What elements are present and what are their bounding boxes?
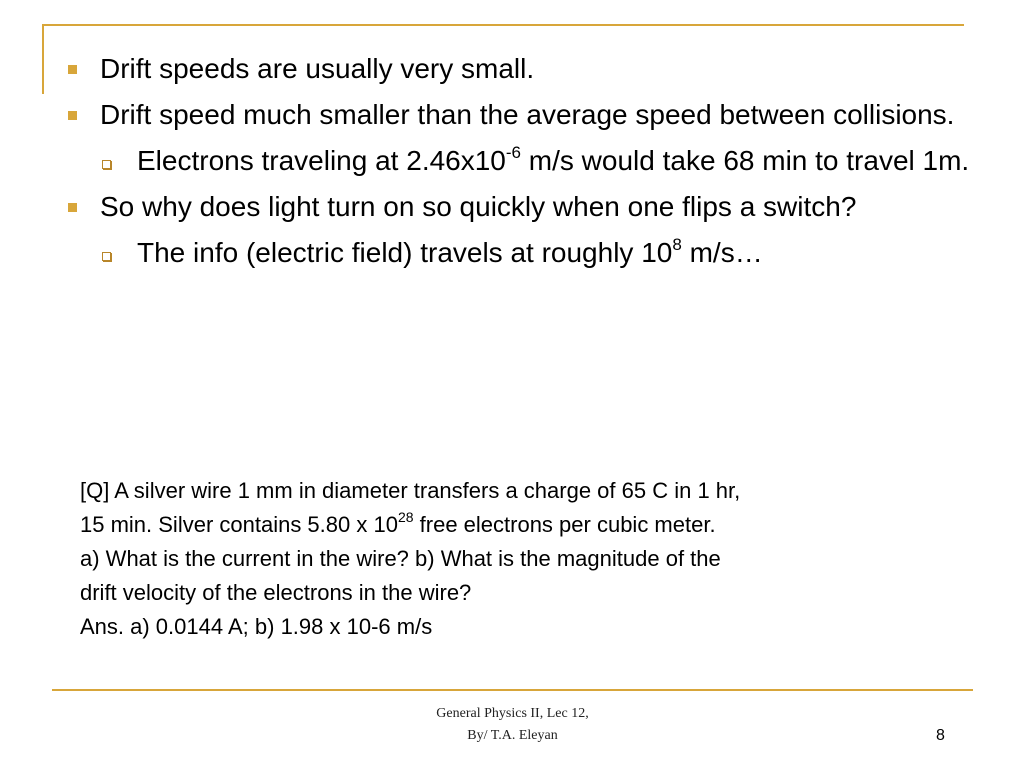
square-bullet-icon	[68, 203, 77, 212]
exponent: -6	[505, 142, 522, 162]
footer-divider-line	[52, 689, 973, 691]
problem-statement	[80, 474, 950, 644]
problem-line: [Q] A silver wire 1 mm in diameter transfers a charge of 65 C in 1 hr,	[80, 478, 741, 503]
bullet-text: Drift speeds are usually very small.	[100, 53, 535, 84]
bullet-text: So why does light turn on so quickly when one flips a switch?	[100, 191, 857, 222]
box-bullet-icon	[102, 160, 111, 169]
bullet-drift-speeds-small	[60, 49, 970, 89]
footer-author-label: By/ T.A. Eleyan	[467, 728, 558, 743]
sub-bullet-text-start: Electrons traveling at 2.46x10	[137, 145, 506, 176]
bullet-light-switch-question	[60, 187, 970, 227]
sub-bullet-text-end: m/s…	[681, 237, 763, 268]
slide-content	[60, 49, 970, 279]
problem-text: free electrons per cubic meter.	[413, 512, 716, 537]
bullet-drift-speed-comparison	[60, 95, 970, 135]
slide-frame-top-line	[42, 24, 964, 26]
box-bullet-icon	[102, 252, 111, 261]
answer-line: Ans. a) 0.0144 A; b) 1.98 x 10-6 m/s	[80, 614, 433, 639]
page-number: 8	[936, 727, 945, 744]
sub-bullet-text-start: The info (electric field) travels at roughly 10	[137, 237, 673, 268]
problem-text: 15 min. Silver contains 5.80 x 10	[80, 512, 398, 537]
exponent: 28	[397, 508, 414, 525]
problem-line: a) What is the current in the wire? b) What is the magnitude of the	[80, 546, 721, 571]
sub-bullet-electric-field-speed	[60, 233, 970, 273]
footer-credit	[390, 703, 635, 747]
slide-frame-left-line	[42, 24, 44, 94]
footer-course-label: General Physics II, Lec 12,	[436, 706, 589, 721]
exponent: 8	[672, 234, 682, 254]
sub-bullet-electron-travel-time	[60, 141, 970, 181]
problem-line: drift velocity of the electrons in the wire?	[80, 580, 472, 605]
bullet-text: Drift speed much smaller than the average speed between collisions.	[100, 99, 955, 130]
sub-bullet-text-end: m/s would take 68 min to travel 1m.	[521, 145, 970, 176]
square-bullet-icon	[68, 111, 77, 120]
problem-line	[80, 508, 950, 542]
square-bullet-icon	[68, 65, 77, 74]
